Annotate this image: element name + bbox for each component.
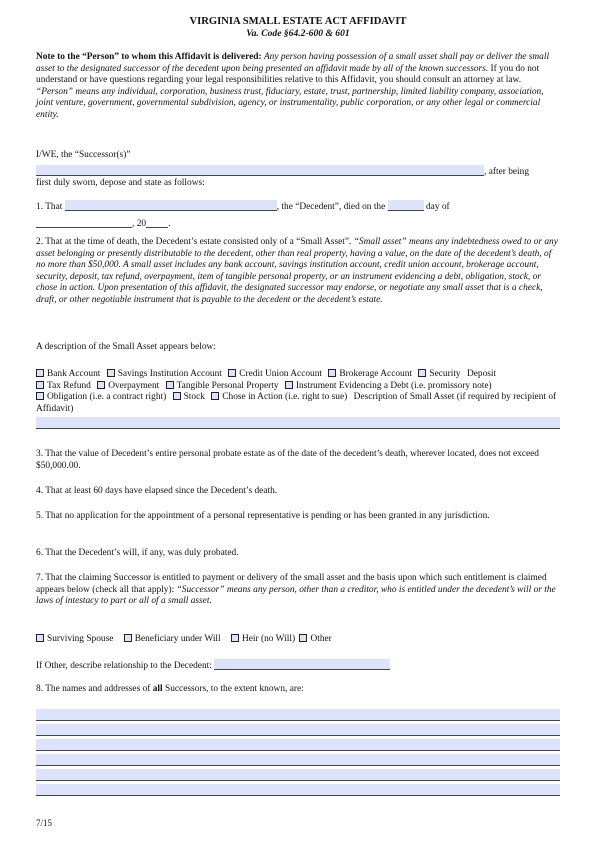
asset-option[interactable]: Credit Union Account [228, 369, 322, 379]
item-5: 5. That no application for the appointment of a personal representative is pending or has been granted in any jurisdiction. [36, 511, 490, 521]
checkbox[interactable] [285, 381, 293, 389]
asset-option[interactable]: Brokerage Account [328, 369, 412, 379]
successor-section [36, 150, 560, 190]
item-3: 3. That the value of Decedent’s entire personal probate estate as of the date of the decedent’s death, wherever located, does not exceed $50,000.00. [36, 449, 539, 471]
item-2-italic: “Small asset” means any indebtedness owed to or any asset belonging or presently distributable to the decedent, other than real property, having a value, on the date of the decedent’s death, of no more than $50,000. A small asset includes any bank account, savings institution account, credit union account, brokerage account, security, deposit, tax refund, overpayment, item of tangible personal property, or an instrument evidencing a debt, obligation, stock, or chose in action. Upon presentation of this affidavit, the designated successor may endorse, or negotiate any small asset that is a check, draft, or other negotiable instrument that is payable to the decedent or the decedent’s estate. [36, 237, 558, 305]
decedent-name-field[interactable] [65, 200, 277, 211]
asset-option[interactable]: Stock [173, 392, 205, 402]
basis-option[interactable]: Beneficiary under Will [124, 634, 221, 644]
other-relationship-row [36, 659, 560, 673]
death-day-field[interactable] [388, 200, 424, 211]
checkbox[interactable] [36, 369, 44, 377]
note-lead: Note to the “Person” to whom this Affidavit is delivered: [36, 52, 262, 62]
asset-option[interactable]: Instrument Evidencing a Debt (i.e. promissory note) [285, 381, 492, 391]
successor-basis-group [36, 634, 560, 646]
item-4: 4. That at least 60 days have elapsed since the Decedent’s death. [36, 486, 278, 496]
item-8: 8. The names and addresses of all Successors, to the extent known, are: [36, 684, 304, 694]
checkbox[interactable] [36, 381, 44, 389]
successor-names-field[interactable] [36, 165, 484, 176]
asset-option[interactable]: Savings Institution Account [107, 369, 222, 379]
asset-option[interactable]: Overpayment [97, 381, 159, 391]
checkbox[interactable] [124, 634, 132, 642]
item-1-day-text: day of [425, 202, 450, 212]
checkbox[interactable] [107, 369, 115, 377]
form-citation: Va. Code §64.2-600 & 601 [246, 28, 350, 39]
successors-field-line-4[interactable] [36, 754, 560, 766]
successors-field-line-2[interactable] [36, 724, 560, 736]
successors-field-line-6[interactable] [36, 784, 560, 796]
successors-field-line-5[interactable] [36, 769, 560, 781]
checkbox[interactable] [36, 392, 44, 400]
basis-option[interactable]: Other [299, 634, 331, 644]
checkbox[interactable] [328, 369, 336, 377]
asset-option[interactable]: Tax Refund [36, 381, 91, 391]
item-1-end: . [168, 218, 171, 229]
other-relationship-field[interactable] [214, 659, 390, 670]
checkbox[interactable] [299, 634, 307, 642]
successor-suffix: , after being [484, 166, 530, 177]
successors-field-line-3[interactable] [36, 739, 560, 751]
checkbox[interactable] [173, 392, 181, 400]
assets-heading: A description of the Small Asset appears below: [36, 342, 216, 352]
checkbox[interactable] [231, 634, 239, 642]
checkbox[interactable] [97, 381, 105, 389]
checkbox[interactable] [36, 634, 44, 642]
checkbox[interactable] [166, 381, 174, 389]
note-italic-1: Any person having possession of a small asset shall pay or deliver the small asset to the designated successor of the decedent upon being presented an affidavit made by all of the known successors. [36, 52, 550, 74]
item-7-plain: 7. That the claiming Successor is entitled to payment or delivery of the small asset and the basis upon which such entitlement is claimed appears below (check all that apply): [36, 573, 547, 595]
item-1-year-text: , 20 [132, 218, 147, 229]
death-month-field[interactable] [36, 217, 132, 228]
asset-option[interactable]: Obligation (i.e. a contract right) [36, 392, 166, 402]
asset-checkbox-group [36, 369, 560, 415]
basis-option[interactable]: Heir (no Will) [231, 634, 295, 644]
checkbox[interactable] [418, 369, 426, 377]
form-revision: 7/15 [36, 818, 53, 828]
asset-option[interactable]: Security [418, 369, 460, 379]
item-6: 6. That the Decedent’s will, if any, was duly probated. [36, 548, 239, 558]
item-1 [36, 200, 560, 230]
successor-label: I/WE, the “Successor(s)” [36, 150, 131, 160]
asset-option[interactable]: Bank Account [36, 369, 100, 379]
item-7-italic: “Successor” means any person, other than a creditor, who is entitled under the decedent’s will or the laws of intestacy to part or all of a small asset. [36, 584, 556, 607]
item-2-plain: 2. That at the time of death, the Decedent’s estate consisted only of a “Small Asset”. [36, 237, 352, 247]
basis-option[interactable]: Surviving Spouse [36, 634, 113, 644]
asset-option[interactable]: Deposit [466, 369, 497, 379]
item-1-prefix: 1. That [36, 202, 63, 212]
asset-description-label: Description of Small Asset (if required by recipient of Affidavit) [36, 392, 557, 414]
item-2 [36, 237, 560, 307]
successor-sworn-text: first duly sworn, depose and state as follows: [36, 178, 205, 189]
asset-option[interactable]: Tangible Personal Property [166, 381, 279, 391]
death-year-field[interactable] [146, 217, 171, 229]
other-relationship-label: If Other, describe relationship to the Decedent: [36, 661, 212, 671]
note-plain: If you do not understand or have questions regarding your legal responsibilities relative to this Affidavit, you should consult an attorney at law. [36, 63, 540, 86]
note-italic-2: “Person” means any individual, corporation, business trust, fiduciary, estate, trust, partnership, limited liability company, association, joint venture, government, governmental subdivision, agency, or instrumentality, public corporation, or any other legal or commercial entity. [36, 86, 544, 120]
asset-option[interactable]: Chose in Action (i.e. right to sue) [211, 392, 347, 402]
item-7 [36, 573, 560, 608]
asset-description-field[interactable] [36, 417, 560, 429]
form-title: VIRGINIA SMALL ESTATE ACT AFFIDAVIT [189, 16, 407, 27]
item-1-decedent-text: , the “Decedent”, died on the [276, 202, 386, 212]
checkbox[interactable] [211, 392, 219, 400]
checkbox[interactable] [228, 369, 236, 377]
note-paragraph [36, 52, 560, 122]
successors-field-line-1[interactable] [36, 709, 560, 721]
